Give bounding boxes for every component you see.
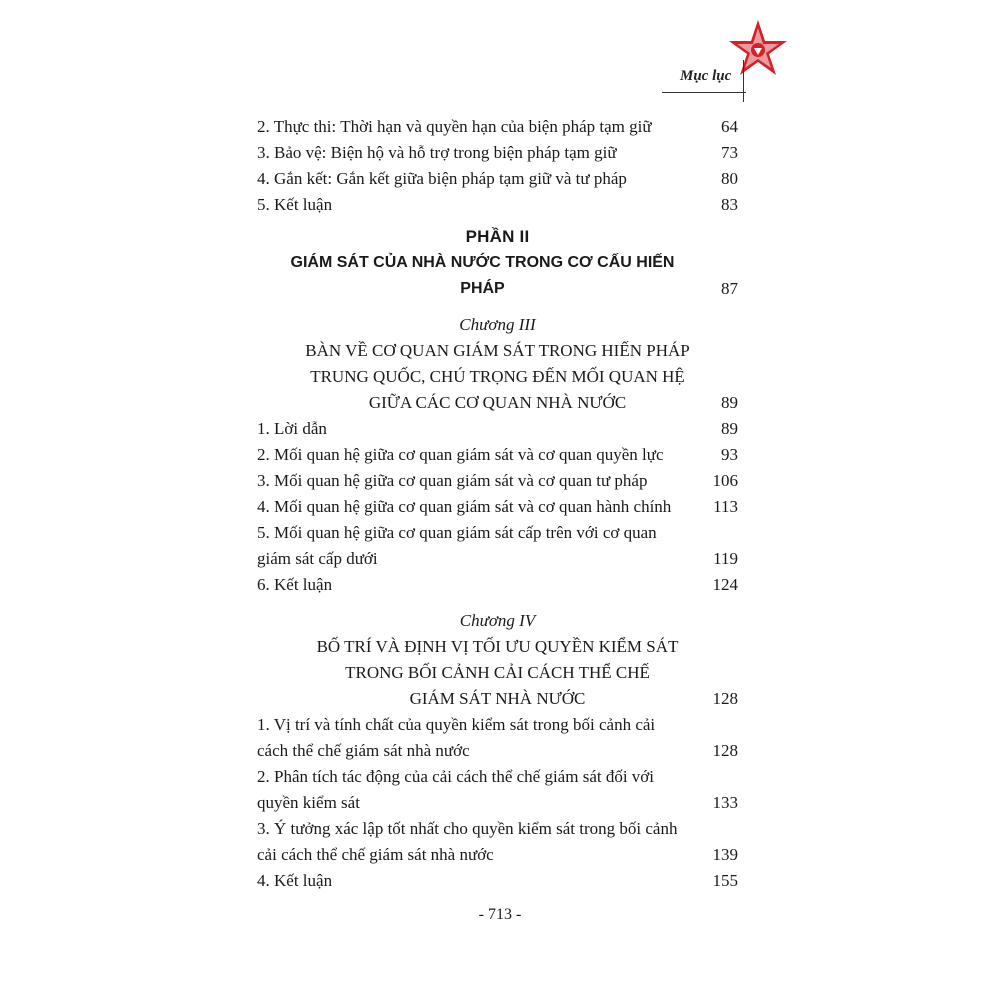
chapter-heading[interactable]: GIÁM SÁT NHÀ NƯỚC 128 (257, 686, 738, 712)
toc-entry[interactable]: 1. Lời dẫn 89 (257, 416, 738, 442)
chapter-title-line: BỐ TRÍ VÀ ĐỊNH VỊ TỐI ƯU QUYỀN KIỂM SÁT (316, 637, 679, 656)
chapter-title-line: TRUNG QUỐC, CHÚ TRỌNG ĐẾN MỐI QUAN HỆ (310, 367, 685, 386)
toc-page: 73 (721, 143, 738, 162)
chapter-label: Chương III (459, 315, 536, 334)
header-rule-vertical (743, 60, 744, 102)
toc-entry[interactable]: 5. Kết luận 83 (257, 192, 738, 218)
toc-entry[interactable]: 2. Mối quan hệ giữa cơ quan giám sát và cơ quan quyền lực 93 (257, 442, 738, 468)
toc-page: 128 (712, 741, 738, 760)
toc-page: 128 (712, 689, 738, 708)
toc-entry[interactable]: 4. Kết luận 155 (257, 868, 738, 894)
toc-page: 119 (713, 549, 738, 568)
toc-page: 89 (721, 419, 738, 438)
toc-page: 124 (712, 575, 738, 594)
part-label: PHẦN II (465, 227, 530, 246)
toc-entry[interactable]: 1. Vị trí và tính chất của quyền kiểm sát trong bối cảnh cải cách thể chế giám sát nhà nước 128 (257, 712, 738, 764)
toc-page: 106 (712, 471, 738, 490)
toc-entry[interactable]: 6. Kết luận 124 (257, 572, 738, 598)
red-star-emblem-icon (726, 18, 790, 82)
toc-page: 155 (712, 871, 738, 890)
toc-entry[interactable]: 2. Phân tích tác động của cải cách thể chế giám sát đối với quyền kiểm sát 133 (257, 764, 738, 816)
toc-entry[interactable]: 3. Mối quan hệ giữa cơ quan giám sát và cơ quan tư pháp 106 (257, 468, 738, 494)
toc-page: 89 (721, 393, 738, 412)
toc-entry[interactable]: 5. Mối quan hệ giữa cơ quan giám sát cấp trên với cơ quan giám sát cấp dưới 119 (257, 520, 738, 572)
part-heading[interactable]: GIÁM SÁT CỦA NHÀ NƯỚC TRONG CƠ CẤU HIẾN PHÁP 87 (257, 250, 738, 302)
toc-page: 133 (712, 793, 738, 812)
chapter-title-line: BÀN VỀ CƠ QUAN GIÁM SÁT TRONG HIẾN PHÁP (305, 341, 690, 360)
toc-entry[interactable]: 4. Gắn kết: Gắn kết giữa biện pháp tạm giữ và tư pháp 80 (257, 166, 738, 192)
toc-page: 87 (721, 279, 738, 298)
toc-entry[interactable]: 3. Ý tưởng xác lập tốt nhất cho quyền kiểm sát trong bối cảnh cải cách thể chế giám sát nhà nước 139 (257, 816, 738, 868)
toc-page: 93 (721, 445, 738, 464)
chapter-label: Chương IV (459, 611, 536, 630)
chapter-heading[interactable]: GIỮA CÁC CƠ QUAN NHÀ NƯỚC 89 (257, 390, 738, 416)
page-number: - 713 - (478, 906, 522, 923)
table-of-contents (257, 114, 738, 894)
chapter-title-line: TRONG BỐI CẢNH CẢI CÁCH THỂ CHẾ (345, 663, 650, 682)
header-rule (662, 92, 746, 93)
toc-page: 113 (713, 497, 738, 516)
toc-page: 83 (721, 195, 738, 214)
toc-entry[interactable]: 2. Thực thi: Thời hạn và quyền hạn của biện pháp tạm giữ 64 (257, 114, 738, 140)
toc-page: 64 (721, 117, 738, 136)
toc-page: 80 (721, 169, 738, 188)
toc-entry[interactable]: 3. Bảo vệ: Biện hộ và hỗ trợ trong biện pháp tạm giữ 73 (257, 140, 738, 166)
toc-page: 139 (712, 845, 738, 864)
toc-entry[interactable]: 4. Mối quan hệ giữa cơ quan giám sát và cơ quan hành chính 113 (257, 494, 738, 520)
header-title: Mục lục (680, 68, 732, 84)
